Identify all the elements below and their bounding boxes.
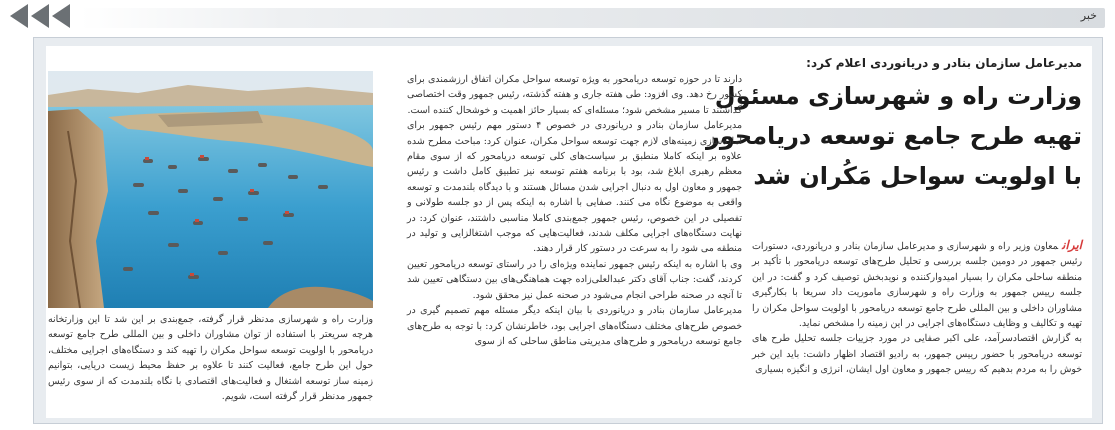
top-banner (0, 0, 1115, 34)
coastal-photo (48, 71, 373, 308)
bay-image (48, 71, 373, 308)
paragraph: به گزارش اقتصادسرآمد، علی اکبر صفایی در مورد جزییات جلسه تحلیل طرح های توسعه دریامحور با حضور رییس جمهور، به رادیو اقتصاد اظهار داشت: باید این خبر خوش را به مردم بدهیم که رییس جمهور و معاون اول ایشان، انرژی و انگیزه بسیاری (752, 333, 1082, 376)
column-2 (407, 72, 742, 349)
arrow-icons (10, 4, 70, 30)
paragraph: وی با اشاره به اینکه رئیس جمهور نماینده ویژه‌ای را در راستای توسعه دریامحور تعیین کردند، گفت: جناب آقای دکتر عبدالعلی‌زاده جهت هماهنگی‌های بین دستگاهی تعیین شد تا آنچه در صحنه طراحی انجام می‌شود در صحنه عمل نیز محقق شود. (407, 258, 742, 301)
supertitle: مدیرعامل سازمان بنادر و دریانوردی اعلام کرد: (806, 56, 1082, 70)
paragraph: مدیرعامل سازمان بنادر و دریانوردی در خصوص ۴ دستور مهم رئیس جمهور برای آماده‌سازی زمینه‌های لازم جهت توسعه سواحل مکران، عنوان کرد: مباحث مطرح شده علاوه بر اینکه کاملا منطبق بر سیاست‌های کلی توسعه دریامحور که از سوی مقام معظم رهبری ابلاغ شد، بود با برنامه هفتم توسعه نیز تطبیق کامل داشت و رئیس جمهور و معاون اول به دنبال اجرایی شدن مسائل هستند و با دیدگاه بلندمدت و توسعه واقعی به موضوع نگاه می کنند. صفایی با اشاره به اینکه پس از دو جلسه طولانی و تفصیلی در این خصوص، رئیس جمهور جمع‌بندی کاملا مناسبی داشتند، عنوان کرد: در نهایت دستگاه‌های اجرایی مکلف شدند، فعالیت‌هایی که موجب اشتغالزایی و تولید در منطقه می شود را به سرعت در دستور کار قرار دهند. (407, 120, 742, 255)
headline-line: با اولویت سواحل مَکُران شد (753, 162, 1082, 190)
article-frame (33, 37, 1103, 424)
arrow-left-icon (10, 4, 28, 28)
paragraph: مدیرعامل سازمان بنادر و دریانوردی با بیان اینکه دیگر مسئله مهم تصمیم گیری در خصوص طرح‌های مختلف دستگاه‌های اجرایی بود، خاطرنشان کرد: با توجه به طرح‌های جامع توسعه دریامحور و طرح‌های مدیریتی مناطق ساحلی که از سوی (407, 305, 742, 347)
column-3 (48, 312, 373, 404)
headline (706, 76, 1082, 196)
paragraph: وزارت راه و شهرسازی مدنظر قرار گرفته، جمع‌بندی بر این شد تا این وزارتخانه هرچه سریعتر با استفاده از توان مشاوران داخلی و بین المللی طرح جامع توسعه دریامحور با اولویت توسعه سواحل مکران را تهیه کند و دستگاه‌های اجرایی مختلف، حول این طرح جامع، فعالیت کنند تا علاوه بر حفظ محیط زیست دریایی، بتوانیم زمینه ساز توسعه اشتغال و فعالیت‌های اقتصادی با نگاه بلندمدت که از سوی رئیس جمهور مدنظر قرار گرفته است، شویم. (48, 314, 373, 403)
section-label: خبر (1080, 9, 1097, 22)
paragraph: ایرانمعاون وزیر راه و شهرسازی و مدیرعامل سازمان بنادر و دریانوردی، دستورات رئیس جمهور در دومین جلسه بررسی و تحلیل طرح‌های توسعه دریامحور با تأکید بر منطقه ساحلی مکران را بسیار امیدوارکننده و نویدبخش توصیف کرد و گفت: در این جلسه رییس جمهور به وزارت راه و شهرسازی ماموریت داد سریعا با بکارگیری مشاوران داخلی و بین المللی طرح جامع توسعه دریامحور با اولویت سواحل مکران را تهیه و تکالیف و وظایف دستگاه‌های اجرایی در این زمینه را مشخص نماید. (752, 238, 1082, 330)
headline-line: وزارت راه و شهرسازی مسئول (714, 82, 1082, 110)
arrow-left-icon (31, 4, 49, 28)
cliff (48, 109, 108, 308)
headline-line: تهیه طرح جامع توسعه دریامحور (706, 122, 1082, 150)
headline-block (706, 56, 1082, 196)
article-body (46, 46, 1092, 418)
newspaper-signature: ایران (1062, 238, 1082, 252)
column-1 (752, 238, 1082, 378)
banner-strip (80, 8, 1105, 28)
paragraph: دارند تا در حوزه توسعه دریامحور به ویژه توسعه سواحل مکران اتفاق ارزشمندی برای کشور رخ دهد. وی افزود: طی هفته جاری و هفته گذشته، رئیس جمهور وقت اختصاصی گذاشتند تا مسیر مشخص شود؛ مسئله‌ای که بسیار حائز اهمیت و خوشحال کننده است. (407, 74, 742, 116)
arrow-left-icon (52, 4, 70, 28)
